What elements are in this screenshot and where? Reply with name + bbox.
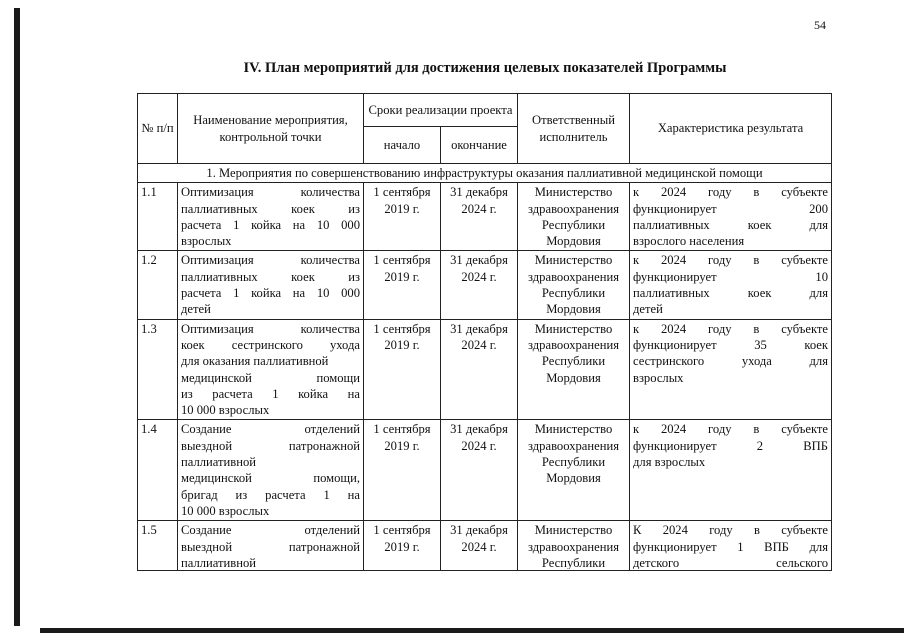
table-row	[138, 521, 832, 571]
row-name: Создание отделений выездной патронажной паллиативной	[178, 521, 364, 571]
row-num: 1.1	[138, 183, 178, 251]
row-executor: Министерство здравоохранения Республики Мордовия	[518, 251, 630, 319]
section-row	[138, 164, 832, 183]
row-start: 1 сентября 2019 г.	[364, 420, 441, 521]
scan-edge-bottom	[40, 628, 904, 633]
row-start: 1 сентября 2019 г.	[364, 521, 441, 571]
header-terms: Сроки реализации проекта	[364, 94, 518, 127]
row-num: 1.3	[138, 319, 178, 420]
table-row	[138, 251, 832, 319]
row-num: 1.5	[138, 521, 178, 571]
row-executor: Министерство здравоохранения Республики Мордовия	[518, 183, 630, 251]
section-title: 1. Мероприятия по совершенствованию инфраструктуры оказания паллиативной медицинской помощи	[138, 164, 832, 183]
row-name: Оптимизация количества паллиативных коек из расчета 1 койка на 10 000 детей	[178, 251, 364, 319]
header-executor: Ответственный исполнитель	[518, 94, 630, 164]
table-row	[138, 319, 832, 420]
row-end: 31 декабря 2024 г.	[441, 319, 518, 420]
row-result: к 2024 году в субъекте функционирует 200 паллиативных коек для взрослого населения	[630, 183, 832, 251]
row-name: Оптимизация количества паллиативных коек из расчета 1 койка на 10 000 взрослых	[178, 183, 364, 251]
row-num: 1.2	[138, 251, 178, 319]
row-executor: Министерство здравоохранения Республики Мордовия	[518, 420, 630, 521]
row-end: 31 декабря 2024 г.	[441, 251, 518, 319]
row-start: 1 сентября 2019 г.	[364, 319, 441, 420]
header-num: № п/п	[138, 94, 178, 164]
header-result: Характеристика результата	[630, 94, 832, 164]
row-executor: Министерство здравоохранения Республики	[518, 521, 630, 571]
document-title: IV. План мероприятий для достижения целевых показателей Программы	[243, 60, 727, 76]
table-row	[138, 183, 832, 251]
row-num: 1.4	[138, 420, 178, 521]
row-end: 31 декабря 2024 г.	[441, 521, 518, 571]
row-result: к 2024 году в субъекте функционирует 10 паллиативных коек для детей	[630, 251, 832, 319]
header-row	[138, 94, 832, 127]
header-start: начало	[364, 127, 441, 164]
action-plan-table	[137, 93, 832, 571]
row-result: к 2024 году в субъекте функционирует 2 ВПБ для взрослых	[630, 420, 832, 521]
row-name: Оптимизация количества коек сестринского ухода для оказания паллиативной медицинской помощи из расчета 1 койка на 10 000 взрослых	[178, 319, 364, 420]
table-row	[138, 420, 832, 521]
row-start: 1 сентября 2019 г.	[364, 183, 441, 251]
row-executor: Министерство здравоохранения Республики Мордовия	[518, 319, 630, 420]
row-name: Создание отделений выездной патронажной паллиативной медицинской помощи, бригад из расчета 1 на 10 000 взрослых	[178, 420, 364, 521]
page-number: 54	[814, 18, 826, 32]
row-end: 31 декабря 2024 г.	[441, 183, 518, 251]
header-name: Наименование мероприятия, контрольной точки	[178, 94, 364, 164]
row-result: К 2024 году в субъекте функционирует 1 ВПБ для детского сельского	[630, 521, 832, 571]
row-result: к 2024 году в субъекте функционирует 35 коек сестринского ухода для взрослых	[630, 319, 832, 420]
row-end: 31 декабря 2024 г.	[441, 420, 518, 521]
header-end: окончание	[441, 127, 518, 164]
row-start: 1 сентября 2019 г.	[364, 251, 441, 319]
scan-edge-left	[14, 8, 20, 626]
